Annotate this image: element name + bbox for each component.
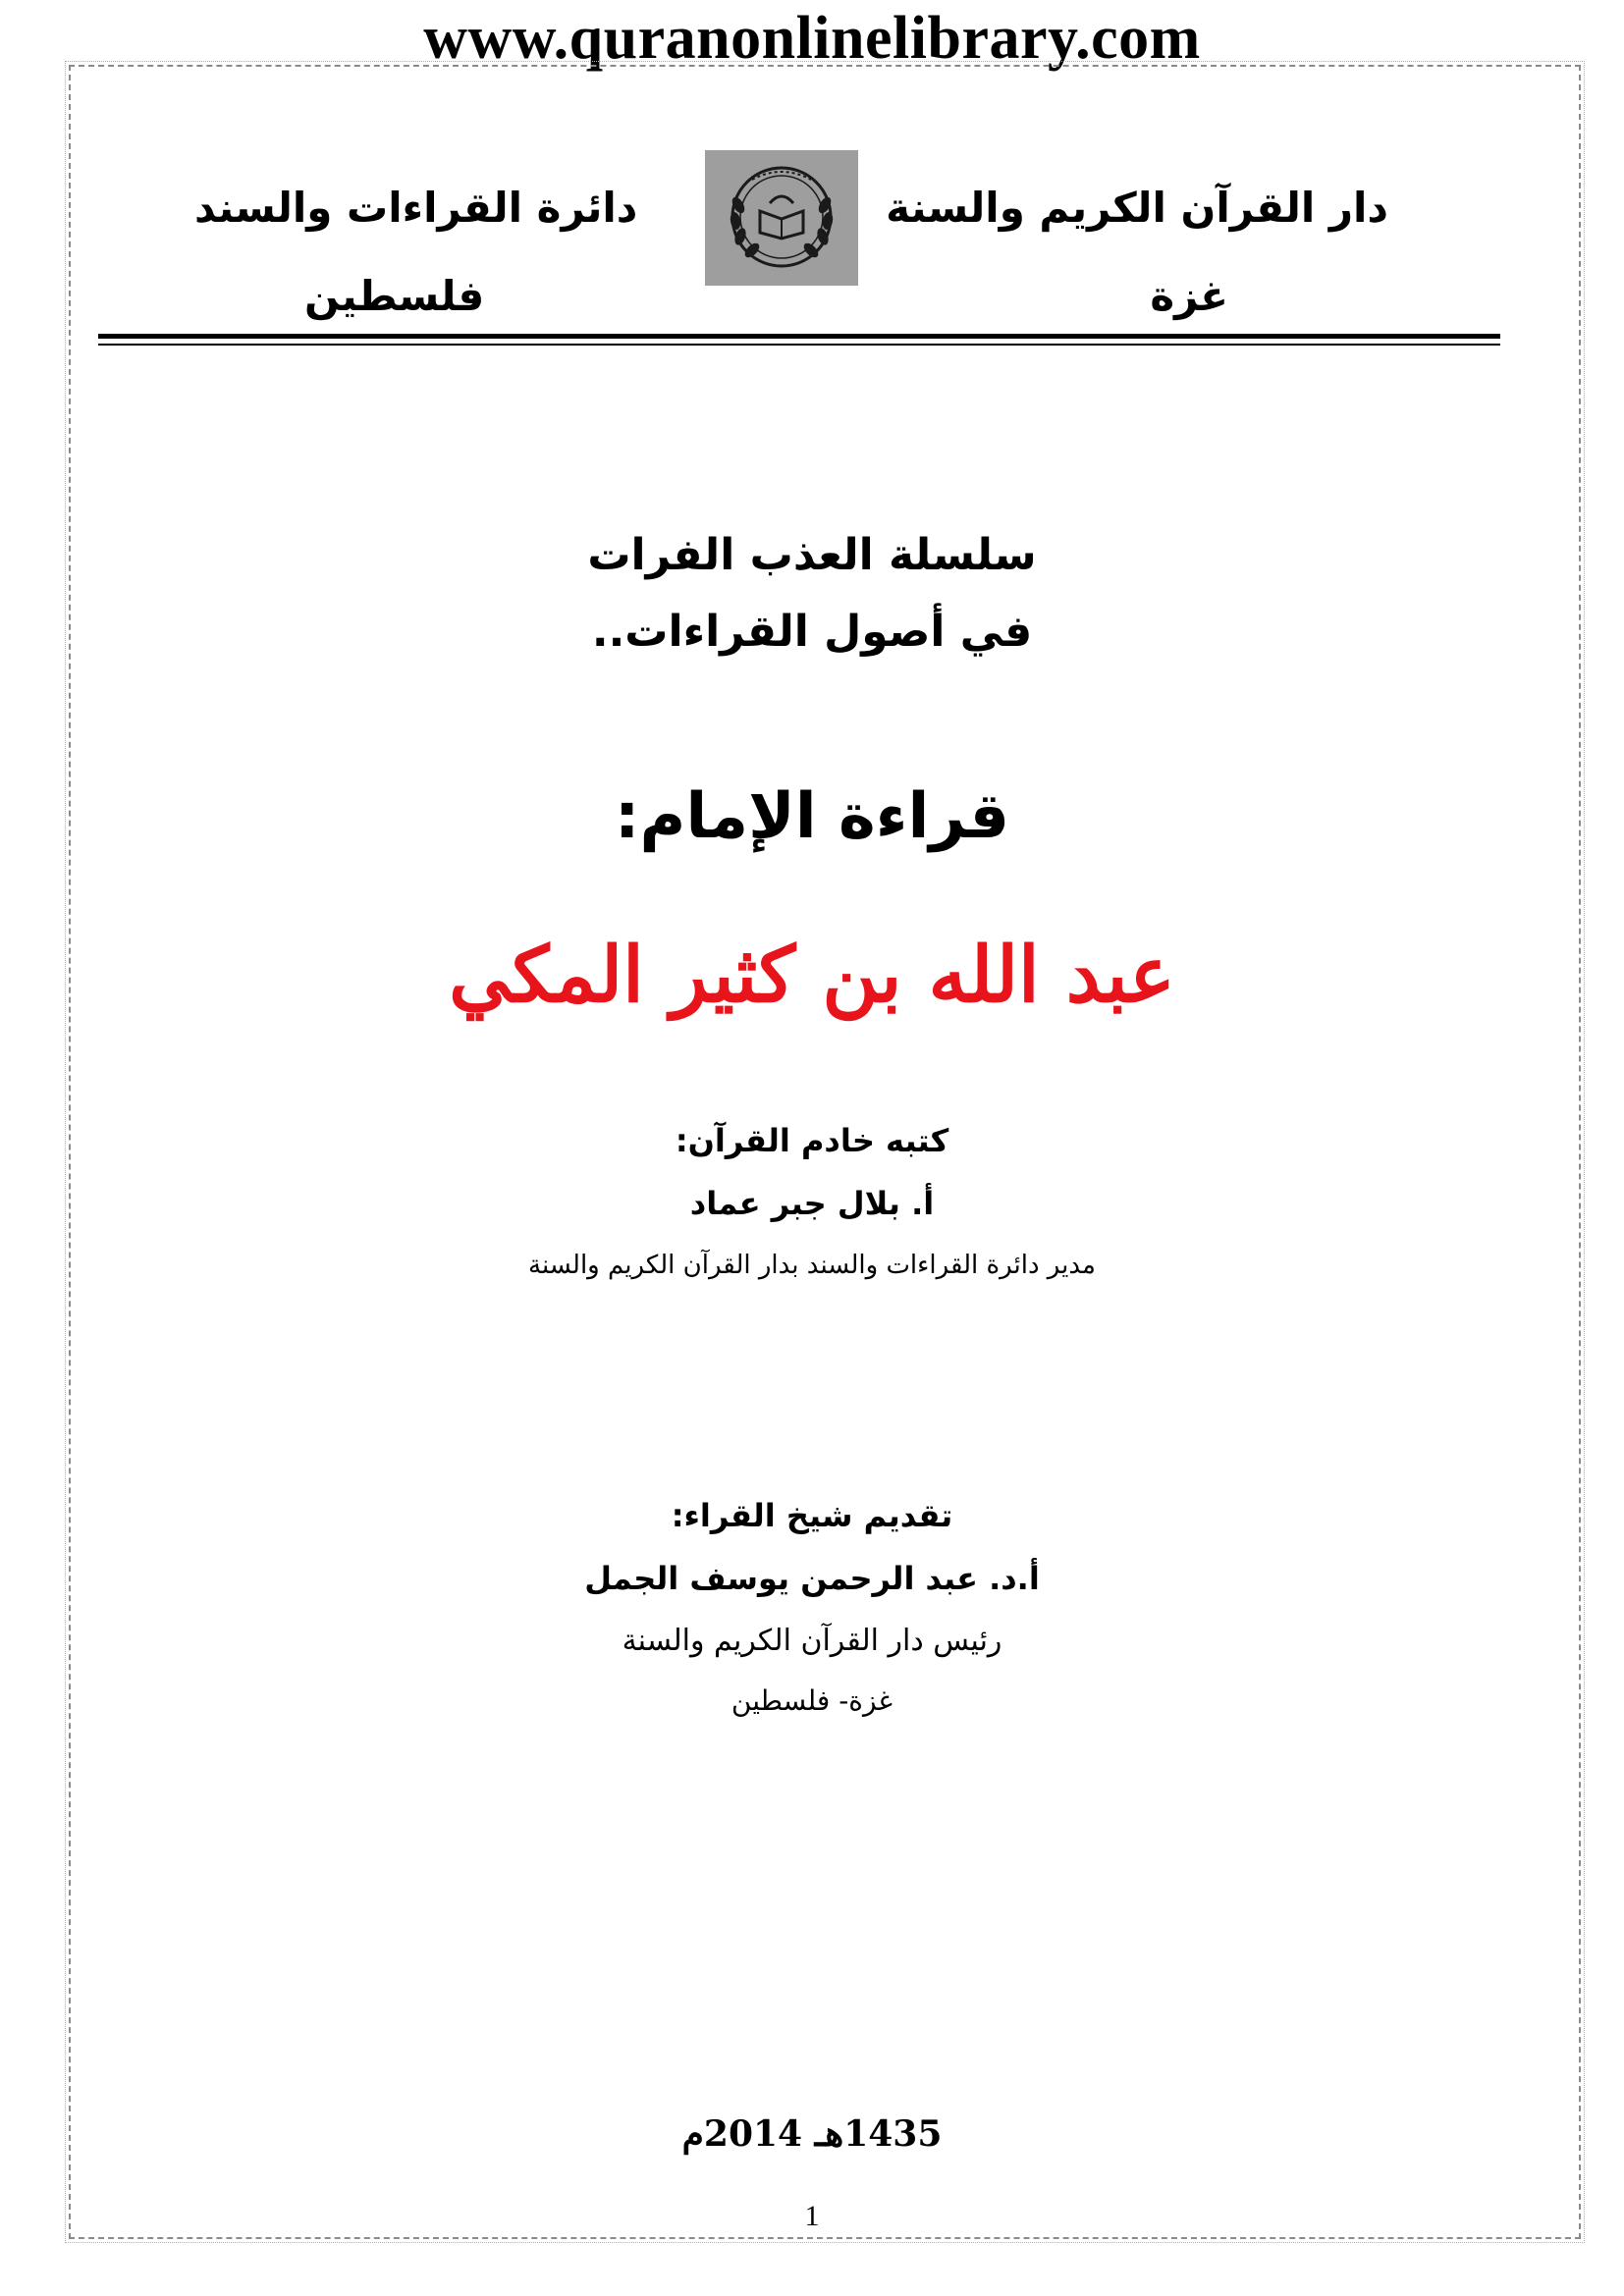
introducer-place: غزة- فلسطين [731, 1684, 893, 1717]
header-rule-thin [98, 344, 1500, 346]
wreath-book-emblem-icon [705, 150, 858, 286]
introducer-role: رئيس دار القرآن الكريم والسنة [622, 1624, 1002, 1658]
page-number: 1 [804, 2200, 820, 2232]
header-institution-name: دار القرآن الكريم والسنة [886, 184, 1388, 232]
introduction-label: تقديم شيخ القراء: [671, 1497, 953, 1534]
author-label: كتبه خادم القرآن: [675, 1122, 949, 1159]
header-department-name: دائرة القراءات والسند [194, 184, 638, 232]
header-department-country: فلسطين [304, 272, 485, 320]
reading-label: قراءة الإمام: [614, 780, 1010, 853]
imam-name: عبد الله بن كثير المكي [449, 931, 1175, 1020]
author-name: أ. بلال جبر عماد [689, 1185, 935, 1222]
site-url: www.quranonlinelibrary.com [423, 5, 1201, 72]
header-rule-thick [98, 334, 1500, 339]
author-role: مدير دائرة القراءات والسند بدار القرآن الكريم والسنة [528, 1251, 1096, 1280]
header-institution-city: غزة [1150, 272, 1228, 320]
series-title-line2: في أصول القراءات.. [591, 607, 1033, 657]
series-title-line1: سلسلة العذب الفرات [587, 530, 1037, 580]
introducer-name: أ.د. عبد الرحمن يوسف الجمل [584, 1560, 1040, 1597]
publication-date: 1435هـ 2014م [681, 2113, 943, 2155]
